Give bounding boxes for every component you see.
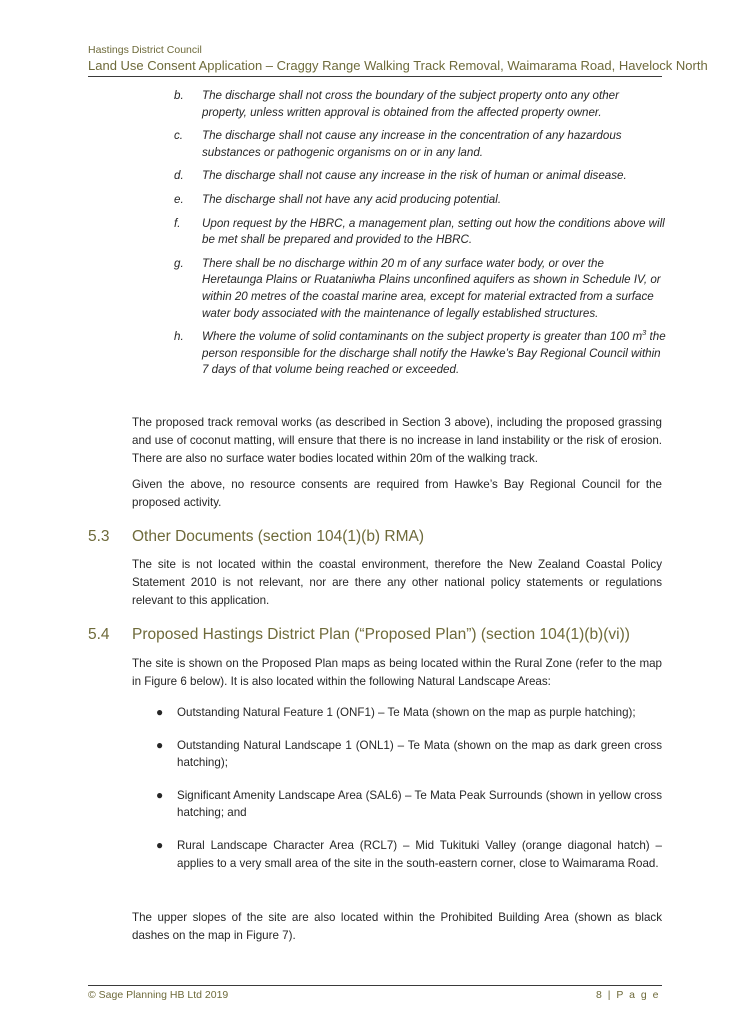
list-item [156,787,662,822]
superscript: 3 [642,328,647,338]
section-heading-5-3 [88,527,424,547]
organisation-name: Hastings District Council [88,44,202,56]
list-item [156,737,662,772]
discharge-conditions-list [174,88,666,386]
list-letter: f. [174,216,181,230]
bullet-icon: ● [156,837,164,852]
list-item-text: Significant Amenity Landscape Area (SAL6) – Te Mata Peak Surrounds (shown in yellow cross hatching; and [177,788,662,820]
list-item [174,256,666,322]
paragraph-other-documents: The site is not located within the coastal environment, therefore the New Zealand Coastal Policy Statement 2010 is not relevant, nor are there any other national policy statements or regulations relevant to this application. [132,558,662,608]
list-letter: g. [174,256,184,270]
footer-copyright: © Sage Planning HB Ltd 2019 [88,989,229,1001]
list-item [156,704,662,722]
bullet-icon: ● [156,787,164,802]
list-item [174,128,666,161]
text-part: the person responsible for the discharge shall notify the Hawke’s Bay Regional Council within 7 days of that volume being reached or exceeded. [202,330,666,377]
list-item-text: Upon request by the HBRC, a management plan, setting out how the conditions above will be met shall be prepared and provided to the HBRC. [202,216,665,247]
list-item [174,88,666,121]
paragraph-proposed-plan-intro: The site is shown on the Proposed Plan maps as being located within the Rural Zone (refer to the map in Figure 6 below). It is also located within the following Natural Landscape Areas: [132,657,662,689]
landscape-areas-list [156,704,662,887]
section-number: 5.4 [88,626,110,643]
list-item-text: The discharge shall not cause any increase in the concentration of any hazardous substances or pathogenic organisms on or in any land. [202,129,622,159]
list-item-text: Outstanding Natural Feature 1 (ONF1) – Te Mata (shown on the map as purple hatching); [177,706,636,719]
list-item [156,837,662,872]
list-item-text: Rural Landscape Character Area (RCL7) – Mid Tukituki Valley (orange diagonal hatch) – applies to a very small area of the site in the south-eastern corner, close to Waimarama Road. [177,838,662,870]
list-letter: e. [174,192,184,206]
list-item [174,216,666,249]
list-item-text: Outstanding Natural Landscape 1 (ONL1) – Te Mata (shown on the map as dark green cross hatching); [177,738,662,770]
page-number: 8 | P a g e [596,989,660,1001]
header-divider [88,76,662,77]
list-item [174,329,666,379]
footer-divider [88,985,662,986]
list-item-text [202,329,666,379]
paragraph-track-removal: The proposed track removal works (as described in Section 3 above), including the proposed grassing and use of coconut matting, will ensure that there is no increase in land instability or the risk of erosion. There are also no surface water bodies located within 20m of the walking track. [132,416,662,466]
list-item-text: The discharge shall not cause any increase in the risk of human or animal disease. [202,169,627,183]
section-title: Proposed Hastings District Plan (“Proposed Plan”) (section 104(1)(b)(vi)) [132,626,630,643]
paragraph-given-above: Given the above, no resource consents are required from Hawke’s Bay Regional Council for the proposed activity. [132,478,662,510]
text-part: Where the volume of solid contaminants on the subject property is greater than 100 m [202,330,643,344]
list-item-text: The discharge shall not cross the boundary of the subject property onto any other property, unless written approval is obtained from the affected property owner. [202,89,619,119]
section-number: 5.3 [88,528,110,545]
list-letter: b. [174,89,184,102]
list-letter: h. [174,330,184,344]
list-letter: d. [174,169,184,183]
bullet-icon: ● [156,705,164,719]
document-title: Land Use Consent Application – Craggy Range Walking Track Removal, Waimarama Road, Havelock North [88,58,708,73]
list-item [174,192,666,209]
list-item-text: There shall be no discharge within 20 m of any surface water body, or over the Heretaunga Plains or Ruataniwha Plains unconfined aquifers as shown in Schedule IV, or within 20 metres of the coastal marine area, except for material extracted from a surface water body associated with the maintenance of legally established structures. [202,256,661,320]
bullet-icon: ● [156,737,164,752]
section-title: Other Documents (section 104(1)(b) RMA) [132,528,425,545]
list-letter: c. [174,129,184,143]
list-item-text: The discharge shall not have any acid producing potential. [202,192,502,206]
list-item [174,168,666,185]
page-header [88,44,708,75]
section-heading-5-4 [88,625,630,645]
paragraph-prohibited-area: The upper slopes of the site are also located within the Prohibited Building Area (shown as black dashes on the map in Figure 7). [132,911,662,943]
